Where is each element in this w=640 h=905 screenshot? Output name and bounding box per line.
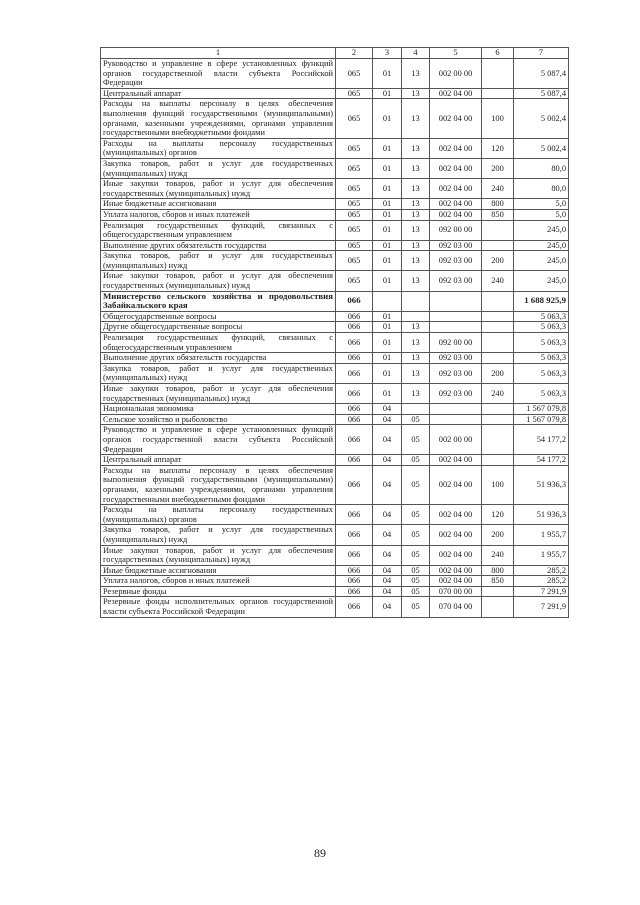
cell-subsection	[402, 311, 430, 322]
cell-ministry-code: 066	[336, 565, 373, 576]
cell-target-article: 002 00 00	[430, 59, 482, 89]
cell-section: 04	[373, 425, 402, 455]
cell-amount: 245,0	[514, 251, 569, 271]
cell-subsection: 13	[402, 179, 430, 199]
cell-amount: 1 688 925,9	[514, 291, 569, 311]
cell-section: 04	[373, 455, 402, 466]
header-cell: 5	[430, 48, 482, 59]
cell-expense-type	[482, 311, 514, 322]
cell-name: Расходы на выплаты персоналу государственных (муниципальных) органов	[101, 505, 336, 525]
cell-section	[373, 291, 402, 311]
cell-subsection: 05	[402, 465, 430, 504]
cell-name: Центральный аппарат	[101, 455, 336, 466]
cell-ministry-code: 066	[336, 465, 373, 504]
cell-amount: 7 291,9	[514, 586, 569, 597]
cell-expense-type: 200	[482, 363, 514, 383]
cell-expense-type: 240	[482, 545, 514, 565]
cell-subsection: 13	[402, 333, 430, 353]
table-row	[101, 88, 569, 99]
cell-amount: 80,0	[514, 158, 569, 178]
cell-section: 04	[373, 404, 402, 415]
cell-ministry-code: 065	[336, 99, 373, 138]
cell-expense-type: 200	[482, 158, 514, 178]
cell-name: Уплата налогов, сборов и иных платежей	[101, 576, 336, 587]
cell-ministry-code: 065	[336, 199, 373, 210]
table-row	[101, 505, 569, 525]
cell-name: Расходы на выплаты персоналу государственных (муниципальных) органов	[101, 138, 336, 158]
cell-section: 01	[373, 88, 402, 99]
cell-ministry-code: 065	[336, 240, 373, 251]
cell-target-article: 070 00 00	[430, 586, 482, 597]
cell-name: Руководство и управление в сфере установленных функций органов государственной власти субъекта Российской Федерации	[101, 425, 336, 455]
cell-amount: 5 063,3	[514, 322, 569, 333]
cell-expense-type: 800	[482, 199, 514, 210]
table-row	[101, 251, 569, 271]
cell-expense-type: 240	[482, 179, 514, 199]
cell-subsection: 13	[402, 251, 430, 271]
table-row	[101, 586, 569, 597]
cell-target-article: 002 04 00	[430, 545, 482, 565]
cell-section: 01	[373, 271, 402, 291]
cell-section: 04	[373, 465, 402, 504]
cell-section: 01	[373, 363, 402, 383]
table-row	[101, 465, 569, 504]
cell-amount: 54 177,2	[514, 455, 569, 466]
cell-subsection: 13	[402, 209, 430, 220]
table-row	[101, 291, 569, 311]
cell-ministry-code: 066	[336, 322, 373, 333]
cell-ministry-code: 066	[336, 597, 373, 617]
cell-expense-type	[482, 455, 514, 466]
cell-target-article: 002 04 00	[430, 455, 482, 466]
cell-subsection: 13	[402, 322, 430, 333]
cell-amount: 5 063,3	[514, 353, 569, 364]
cell-expense-type: 850	[482, 576, 514, 587]
cell-amount: 7 291,9	[514, 597, 569, 617]
cell-section: 04	[373, 576, 402, 587]
cell-section: 01	[373, 138, 402, 158]
header-cell: 7	[514, 48, 569, 59]
cell-amount: 1 567 079,8	[514, 414, 569, 425]
cell-section: 04	[373, 525, 402, 545]
cell-amount: 285,2	[514, 576, 569, 587]
table-row	[101, 240, 569, 251]
cell-ministry-code: 066	[336, 414, 373, 425]
cell-subsection: 05	[402, 455, 430, 466]
cell-name: Иные бюджетные ассигнования	[101, 565, 336, 576]
cell-section: 01	[373, 240, 402, 251]
cell-subsection: 13	[402, 59, 430, 89]
cell-ministry-code: 066	[336, 384, 373, 404]
table-row	[101, 525, 569, 545]
cell-section: 04	[373, 414, 402, 425]
cell-expense-type	[482, 425, 514, 455]
cell-expense-type	[482, 59, 514, 89]
table-row	[101, 158, 569, 178]
cell-section: 04	[373, 505, 402, 525]
cell-ministry-code: 066	[336, 363, 373, 383]
cell-target-article: 002 04 00	[430, 209, 482, 220]
table-row	[101, 455, 569, 466]
cell-ministry-code: 066	[336, 576, 373, 587]
cell-name: Уплата налогов, сборов и иных платежей	[101, 209, 336, 220]
cell-name: Центральный аппарат	[101, 88, 336, 99]
cell-subsection: 05	[402, 525, 430, 545]
cell-target-article: 070 04 00	[430, 597, 482, 617]
cell-subsection: 13	[402, 199, 430, 210]
cell-expense-type	[482, 414, 514, 425]
table-row	[101, 404, 569, 415]
cell-subsection: 13	[402, 88, 430, 99]
cell-subsection: 05	[402, 414, 430, 425]
cell-target-article	[430, 404, 482, 415]
header-cell: 6	[482, 48, 514, 59]
table-row	[101, 353, 569, 364]
table-row	[101, 597, 569, 617]
cell-section: 01	[373, 59, 402, 89]
cell-amount: 5,0	[514, 199, 569, 210]
cell-subsection: 05	[402, 565, 430, 576]
cell-expense-type	[482, 240, 514, 251]
cell-amount: 285,2	[514, 565, 569, 576]
cell-target-article: 002 04 00	[430, 505, 482, 525]
cell-section: 04	[373, 545, 402, 565]
cell-section: 01	[373, 322, 402, 333]
header-row	[101, 48, 569, 59]
cell-name: Закупка товаров, работ и услуг для государственных (муниципальных) нужд	[101, 158, 336, 178]
cell-amount: 245,0	[514, 240, 569, 251]
cell-section: 01	[373, 209, 402, 220]
cell-section: 04	[373, 586, 402, 597]
cell-name: Реализация государственных функций, связанных с общегосударственным управлением	[101, 333, 336, 353]
cell-section: 01	[373, 333, 402, 353]
table-row	[101, 425, 569, 455]
budget-table	[100, 47, 569, 618]
cell-amount: 1 567 079,8	[514, 404, 569, 415]
cell-target-article: 092 03 00	[430, 363, 482, 383]
cell-name: Руководство и управление в сфере установленных функций органов государственной власти субъекта Российской Федерации	[101, 59, 336, 89]
page-number: 89	[314, 846, 326, 860]
cell-ministry-code: 065	[336, 158, 373, 178]
table-row	[101, 322, 569, 333]
cell-ministry-code: 065	[336, 138, 373, 158]
cell-target-article: 002 04 00	[430, 179, 482, 199]
cell-section: 01	[373, 353, 402, 364]
budget-page	[100, 47, 568, 618]
cell-name: Иные закупки товаров, работ и услуг для обеспечения государственных (муниципальных) нужд	[101, 179, 336, 199]
cell-subsection: 13	[402, 240, 430, 251]
cell-target-article: 092 03 00	[430, 251, 482, 271]
table-row	[101, 311, 569, 322]
cell-section: 01	[373, 311, 402, 322]
cell-expense-type	[482, 597, 514, 617]
cell-name: Иные закупки товаров, работ и услуг для обеспечения государственных (муниципальных) нужд	[101, 384, 336, 404]
cell-amount: 5 002,4	[514, 138, 569, 158]
cell-expense-type: 200	[482, 525, 514, 545]
cell-ministry-code: 066	[336, 291, 373, 311]
cell-expense-type: 120	[482, 138, 514, 158]
table-row	[101, 333, 569, 353]
cell-name: Выполнение других обязательств государства	[101, 240, 336, 251]
cell-name: Закупка товаров, работ и услуг для государственных (муниципальных) нужд	[101, 525, 336, 545]
cell-amount: 245,0	[514, 271, 569, 291]
cell-subsection: 13	[402, 384, 430, 404]
cell-expense-type	[482, 333, 514, 353]
cell-amount: 1 955,7	[514, 525, 569, 545]
cell-expense-type: 100	[482, 465, 514, 504]
cell-name: Национальная экономика	[101, 404, 336, 415]
cell-amount: 5 063,3	[514, 363, 569, 383]
cell-target-article: 092 03 00	[430, 271, 482, 291]
cell-expense-type	[482, 322, 514, 333]
cell-subsection: 13	[402, 99, 430, 138]
cell-amount: 5 063,3	[514, 311, 569, 322]
cell-ministry-code: 066	[336, 505, 373, 525]
cell-amount: 5 087,4	[514, 59, 569, 89]
header-cell: 4	[402, 48, 430, 59]
cell-subsection: 05	[402, 425, 430, 455]
cell-section: 01	[373, 199, 402, 210]
cell-amount: 5 063,3	[514, 384, 569, 404]
cell-target-article: 092 03 00	[430, 240, 482, 251]
cell-ministry-code: 066	[336, 353, 373, 364]
cell-amount: 5,0	[514, 209, 569, 220]
table-row	[101, 220, 569, 240]
cell-subsection: 05	[402, 586, 430, 597]
cell-name: Резервные фонды исполнительных органов государственной власти субъекта Российской Федерации	[101, 597, 336, 617]
cell-ministry-code: 066	[336, 404, 373, 415]
cell-name: Другие общегосударственные вопросы	[101, 322, 336, 333]
cell-subsection: 05	[402, 597, 430, 617]
cell-ministry-code: 066	[336, 425, 373, 455]
cell-subsection: 13	[402, 271, 430, 291]
cell-subsection: 13	[402, 353, 430, 364]
cell-section: 04	[373, 597, 402, 617]
cell-target-article: 002 04 00	[430, 199, 482, 210]
cell-name: Расходы на выплаты персоналу в целях обеспечения выполнения функций государственными (муниципальными) органами, казенными учреждениями, органами управления государственными внебюджетными фондами	[101, 99, 336, 138]
cell-expense-type	[482, 353, 514, 364]
cell-expense-type: 850	[482, 209, 514, 220]
cell-target-article: 002 00 00	[430, 425, 482, 455]
cell-amount: 245,0	[514, 220, 569, 240]
table-row	[101, 576, 569, 587]
table-row	[101, 414, 569, 425]
cell-name: Иные закупки товаров, работ и услуг для обеспечения государственных (муниципальных) нужд	[101, 545, 336, 565]
table-row	[101, 363, 569, 383]
table-row	[101, 545, 569, 565]
cell-target-article	[430, 291, 482, 311]
cell-ministry-code: 066	[336, 586, 373, 597]
cell-target-article: 002 04 00	[430, 525, 482, 545]
cell-target-article: 092 03 00	[430, 384, 482, 404]
cell-expense-type	[482, 404, 514, 415]
table-row	[101, 99, 569, 138]
cell-target-article: 092 00 00	[430, 220, 482, 240]
cell-target-article	[430, 414, 482, 425]
table-row	[101, 199, 569, 210]
cell-expense-type: 200	[482, 251, 514, 271]
cell-amount: 5 087,4	[514, 88, 569, 99]
cell-target-article: 002 04 00	[430, 88, 482, 99]
cell-ministry-code: 066	[336, 311, 373, 322]
cell-name: Иные бюджетные ассигнования	[101, 199, 336, 210]
table-row	[101, 138, 569, 158]
cell-expense-type: 100	[482, 99, 514, 138]
cell-name: Расходы на выплаты персоналу в целях обеспечения выполнения функций государственными (муниципальными) органами, казенными учреждениями, органами управления государственными внебюджетными фондами	[101, 465, 336, 504]
table-row	[101, 384, 569, 404]
cell-target-article: 002 04 00	[430, 565, 482, 576]
cell-section: 01	[373, 158, 402, 178]
cell-expense-type	[482, 88, 514, 99]
cell-name: Общегосударственные вопросы	[101, 311, 336, 322]
cell-subsection: 05	[402, 576, 430, 587]
table-row	[101, 271, 569, 291]
cell-expense-type	[482, 291, 514, 311]
cell-ministry-code: 065	[336, 59, 373, 89]
cell-name: Сельское хозяйство и рыболовство	[101, 414, 336, 425]
cell-name: Закупка товаров, работ и услуг для государственных (муниципальных) нужд	[101, 363, 336, 383]
cell-subsection: 13	[402, 138, 430, 158]
cell-section: 01	[373, 384, 402, 404]
header-cell: 2	[336, 48, 373, 59]
cell-ministry-code: 065	[336, 209, 373, 220]
table-row	[101, 565, 569, 576]
cell-expense-type: 240	[482, 384, 514, 404]
cell-amount: 51 936,3	[514, 465, 569, 504]
cell-name: Иные закупки товаров, работ и услуг для обеспечения государственных (муниципальных) нужд	[101, 271, 336, 291]
cell-ministry-code: 065	[336, 220, 373, 240]
cell-target-article: 092 00 00	[430, 333, 482, 353]
cell-subsection: 13	[402, 220, 430, 240]
cell-subsection: 13	[402, 158, 430, 178]
cell-ministry-code: 066	[336, 525, 373, 545]
table-row	[101, 209, 569, 220]
cell-expense-type: 120	[482, 505, 514, 525]
cell-ministry-code: 065	[336, 271, 373, 291]
cell-expense-type: 240	[482, 271, 514, 291]
cell-target-article: 092 03 00	[430, 353, 482, 364]
cell-subsection: 13	[402, 363, 430, 383]
cell-ministry-code: 065	[336, 88, 373, 99]
cell-amount: 80,0	[514, 179, 569, 199]
cell-ministry-code: 065	[336, 179, 373, 199]
cell-amount: 5 063,3	[514, 333, 569, 353]
cell-target-article	[430, 311, 482, 322]
header-cell: 1	[101, 48, 336, 59]
cell-subsection: 05	[402, 545, 430, 565]
cell-target-article: 002 04 00	[430, 158, 482, 178]
cell-name: Закупка товаров, работ и услуг для государственных (муниципальных) нужд	[101, 251, 336, 271]
cell-name: Министерство сельского хозяйства и продовольствия Забайкальского края	[101, 291, 336, 311]
cell-subsection: 05	[402, 505, 430, 525]
cell-ministry-code: 066	[336, 333, 373, 353]
cell-subsection	[402, 291, 430, 311]
cell-amount: 51 936,3	[514, 505, 569, 525]
cell-target-article: 002 04 00	[430, 465, 482, 504]
cell-expense-type: 800	[482, 565, 514, 576]
cell-section: 01	[373, 251, 402, 271]
cell-section: 01	[373, 99, 402, 138]
cell-expense-type	[482, 586, 514, 597]
cell-target-article	[430, 322, 482, 333]
cell-ministry-code: 066	[336, 545, 373, 565]
cell-section: 01	[373, 179, 402, 199]
cell-target-article: 002 04 00	[430, 576, 482, 587]
cell-expense-type	[482, 220, 514, 240]
cell-subsection	[402, 404, 430, 415]
header-cell: 3	[373, 48, 402, 59]
table-row	[101, 179, 569, 199]
cell-amount: 5 002,4	[514, 99, 569, 138]
cell-target-article: 002 04 00	[430, 99, 482, 138]
cell-ministry-code: 065	[336, 251, 373, 271]
cell-section: 01	[373, 220, 402, 240]
cell-amount: 54 177,2	[514, 425, 569, 455]
table-row	[101, 59, 569, 89]
cell-name: Резервные фонды	[101, 586, 336, 597]
cell-name: Реализация государственных функций, связанных с общегосударственным управлением	[101, 220, 336, 240]
cell-ministry-code: 066	[336, 455, 373, 466]
cell-amount: 1 955,7	[514, 545, 569, 565]
cell-target-article: 002 04 00	[430, 138, 482, 158]
cell-name: Выполнение других обязательств государства	[101, 353, 336, 364]
cell-section: 04	[373, 565, 402, 576]
